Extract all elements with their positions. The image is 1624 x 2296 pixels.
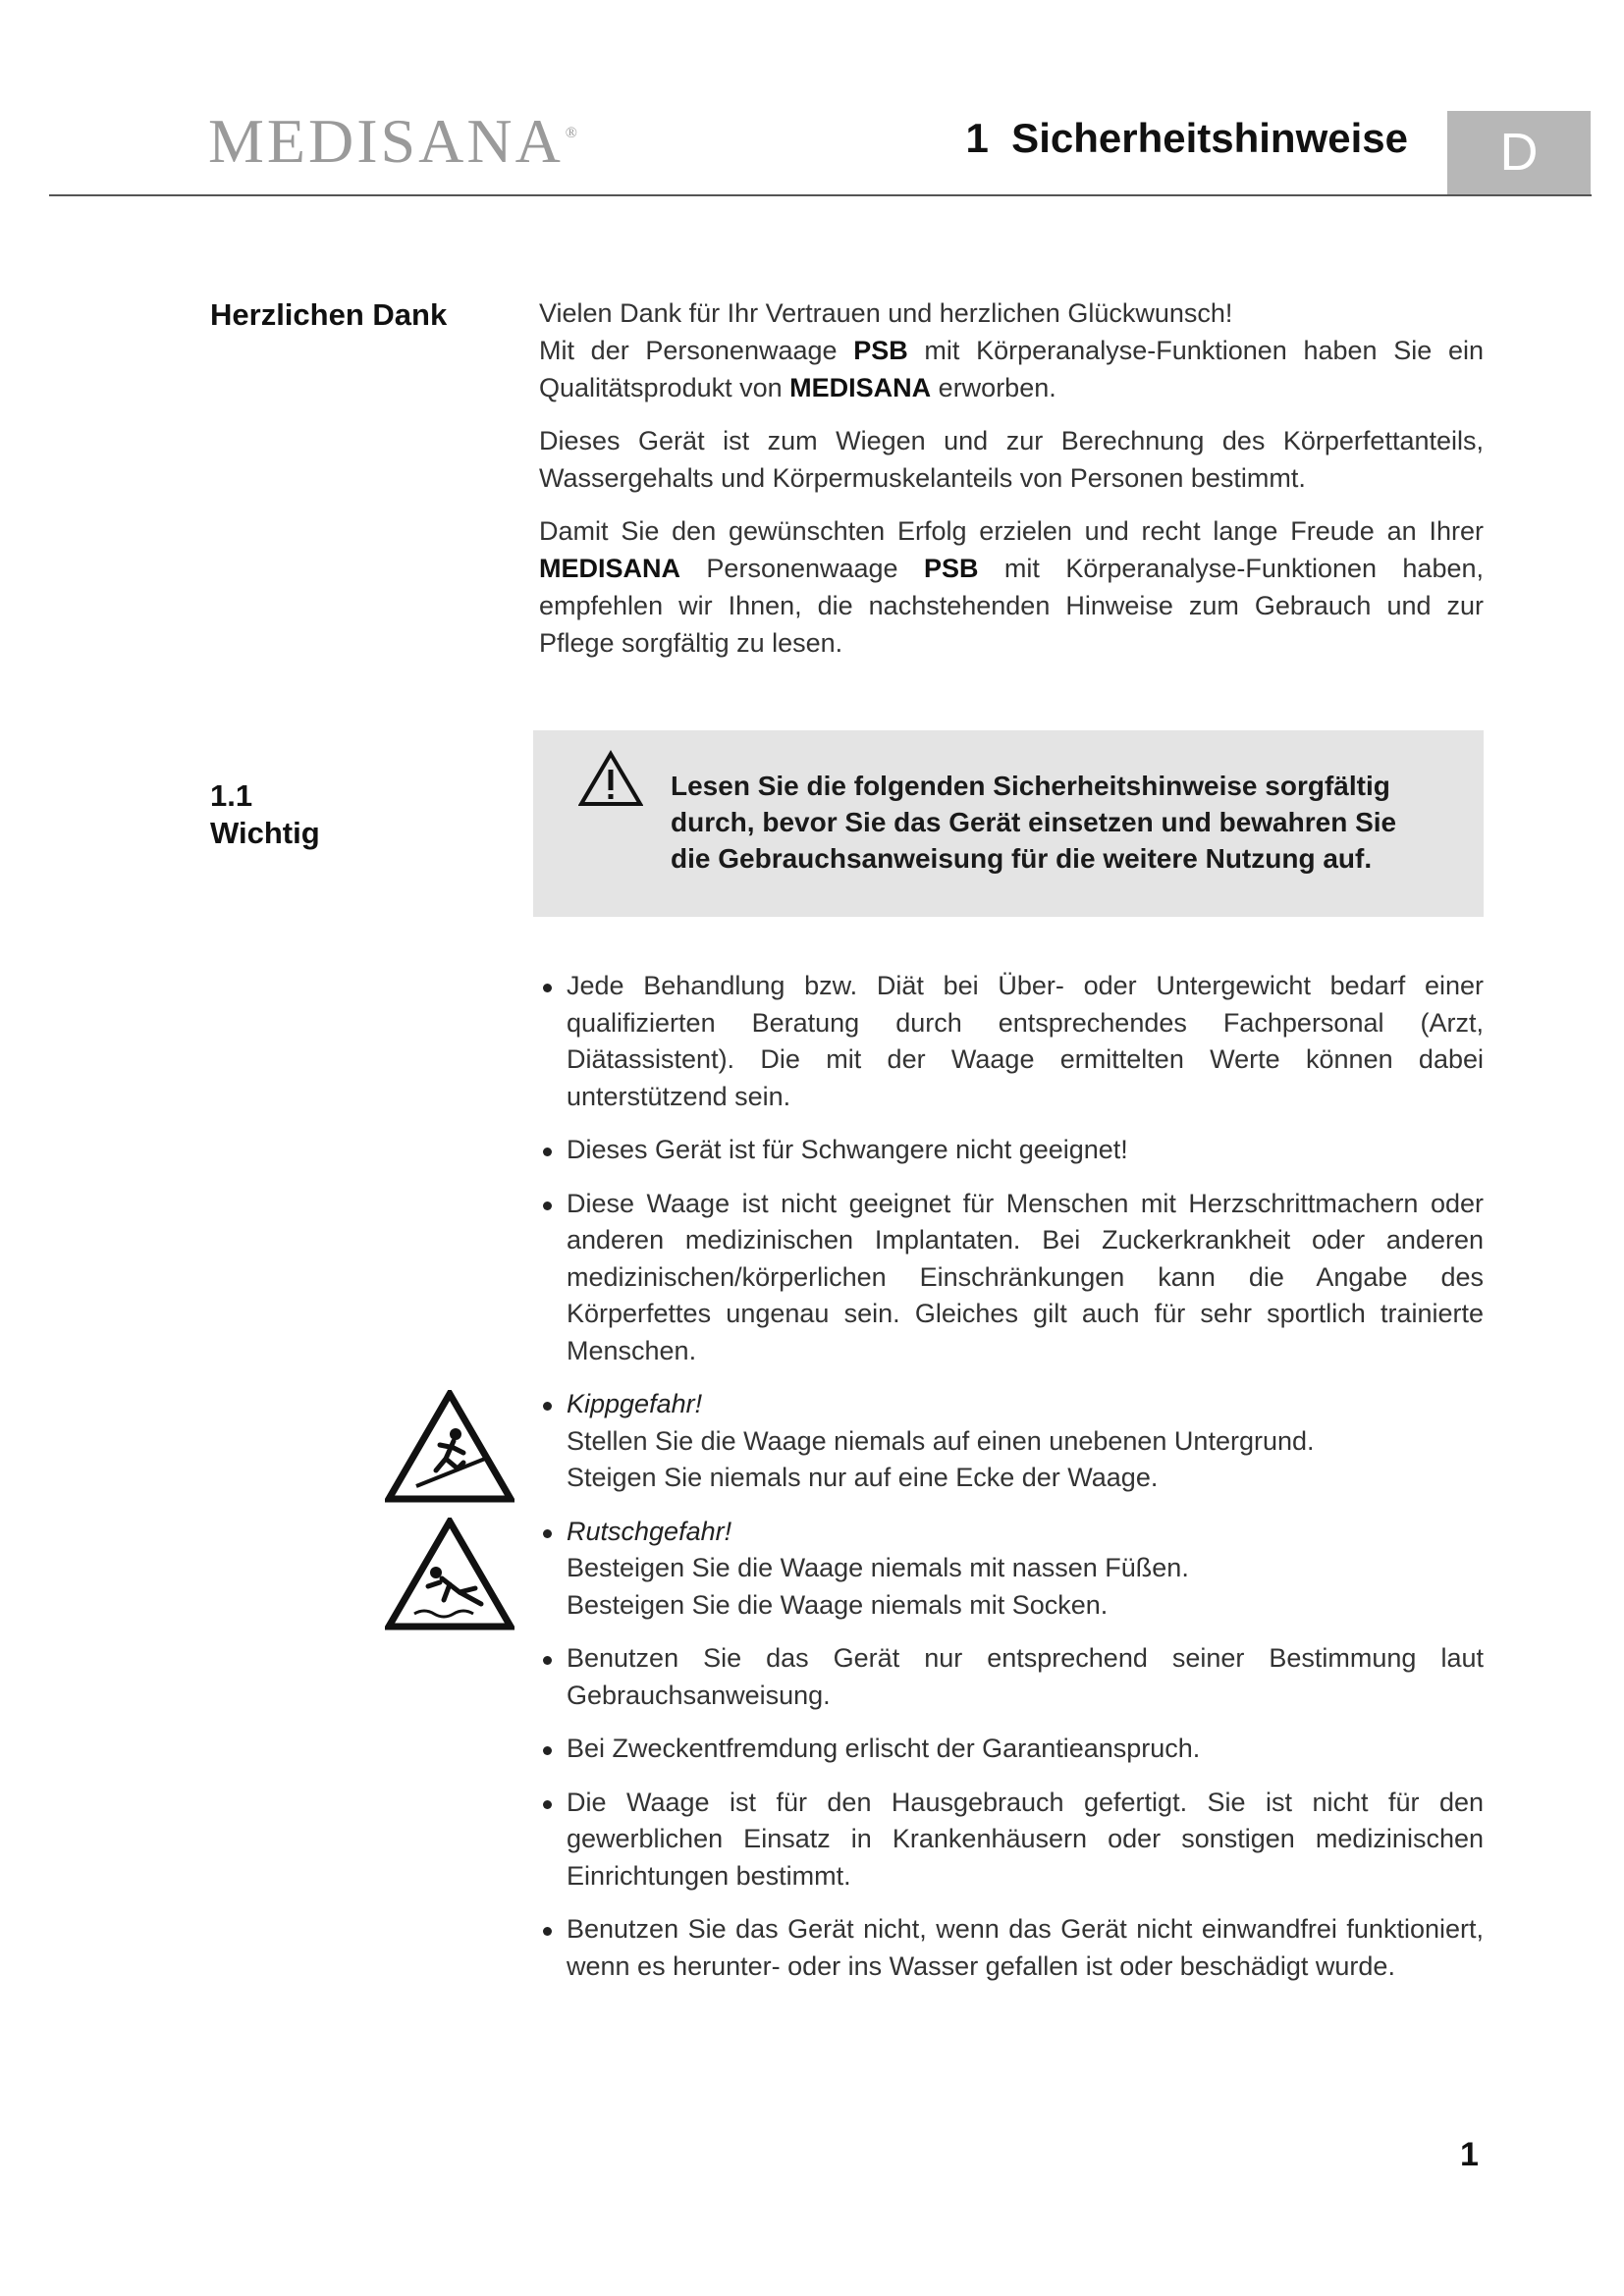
intro-p3-pre: Damit Sie den gewünschten Erfolg erzielen und recht lange Freude an Ihrer — [539, 516, 1484, 546]
tipping-line-2: Steigen Sie niemals nur auf eine Ecke der Waage. — [567, 1463, 1159, 1492]
intro-p1-pre: Mit der Personenwaage — [539, 336, 854, 365]
chapter-title: 1 Sicherheitshinweise — [965, 115, 1408, 161]
intro-paragraph-2: Dieses Gerät ist zum Wiegen und zur Berechnung des Körperfettanteils, Wassergehalts und Körpermuskelanteils von Personen bestimmt. — [539, 426, 1484, 493]
intro-p3-bold2: PSB — [923, 554, 979, 583]
intro-paragraph-3 — [539, 512, 1484, 662]
intro-p3-post: mit Körperanalyse-Funktionen haben, empfehlen wir Ihnen, die nachstehenden Hinweise zum Gebrauch und zur Pflege sorgfältig zu lesen. — [539, 554, 1484, 658]
intro-p3-mid: Personenwaage — [680, 554, 924, 583]
tipping-heading: Kippgefahr! — [567, 1389, 703, 1418]
intro-p1-post: erworben. — [931, 373, 1056, 402]
intro-label: Herzlichen Dank — [210, 297, 448, 332]
header-divider — [49, 194, 1592, 196]
intro-p3-bold1: MEDISANA — [539, 554, 681, 583]
slipping-heading: Rutschgefahr! — [567, 1516, 732, 1546]
section-number: 1.1 — [210, 778, 253, 813]
safety-list — [539, 968, 1484, 2002]
section-title: Wichtig — [210, 816, 320, 850]
registered-mark: ® — [565, 125, 580, 141]
list-item: Benutzen Sie das Gerät nicht, wenn das Gerät nicht einwandfrei funktioniert, wenn es herunter- oder ins Wasser gefallen ist oder beschädigt wurde. — [539, 1911, 1484, 1985]
tipping-hazard-icon — [385, 1390, 514, 1503]
list-item: Diese Waage ist nicht geeignet für Menschen mit Herzschrittmachern oder anderen medizinischen Implantaten. Bei Zuckerkrankheit oder anderen medizinischen/körperlichen Einschränkungen kann die Angabe des Körperfettes ungenau sein. Gleiches gilt auch für sehr sportlich trainierte Menschen. — [539, 1186, 1484, 1370]
intro-p1-mid: mit Körperanalyse-Funktionen haben Sie ein Qualitätsprodukt von — [539, 336, 1484, 402]
list-item: Dieses Gerät ist für Schwangere nicht geeignet! — [539, 1132, 1484, 1169]
page-number: 1 — [1460, 2136, 1479, 2173]
list-item: Jede Behandlung bzw. Diät bei Über- oder Untergewicht bedarf einer qualifizierten Beratung durch entsprechendes Fachpersonal (Arzt, Diätassistent). Die mit der Waage ermittelten Werte können dabei unterstützend sein. — [539, 968, 1484, 1115]
list-item: Benutzen Sie das Gerät nur entsprechend seiner Bestimmung laut Gebrauchsanweisung. — [539, 1640, 1484, 1714]
warning-box — [533, 730, 1484, 917]
section-heading — [210, 777, 320, 852]
brand-logo — [208, 106, 580, 176]
slipping-hazard-icon — [385, 1518, 514, 1630]
tipping-line-1: Stellen Sie die Waage niemals auf einen unebenen Untergrund. — [567, 1425, 1315, 1456]
language-tab: D — [1447, 111, 1591, 194]
slipping-line-2: Besteigen Sie die Waage niemals mit Socken. — [567, 1589, 1109, 1620]
warning-text: Lesen Sie die folgenden Sicherheitshinweise sorgfältig durch, bevor Sie das Gerät einsetzen und bewahren Sie die Gebrauchsanweisung für die weitere Nutzung auf. — [671, 771, 1397, 874]
intro-p1-line1: Vielen Dank für Ihr Vertrauen und herzlichen Glückwunsch! — [539, 298, 1233, 328]
logo-text: MEDISANA — [208, 106, 564, 176]
warning-icon — [578, 750, 643, 807]
intro-text — [539, 294, 1484, 677]
list-item-tipping — [539, 1386, 1484, 1497]
list-item: Die Waage ist für den Hausgebrauch gefertigt. Sie ist nicht für den gewerblichen Einsatz in Krankenhäusern oder sonstigen medizinischen Einrichtungen bestimmt. — [539, 1785, 1484, 1896]
list-item: Bei Zweckentfremdung erlischt der Garantieanspruch. — [539, 1731, 1484, 1768]
intro-paragraph-1 — [539, 294, 1484, 406]
intro-p1-bold1: PSB — [853, 336, 908, 365]
intro-p1-bold2: MEDISANA — [789, 373, 932, 402]
list-item-slipping — [539, 1514, 1484, 1625]
slipping-line-1: Besteigen Sie die Waage niemals mit nassen Füßen. — [567, 1553, 1189, 1582]
